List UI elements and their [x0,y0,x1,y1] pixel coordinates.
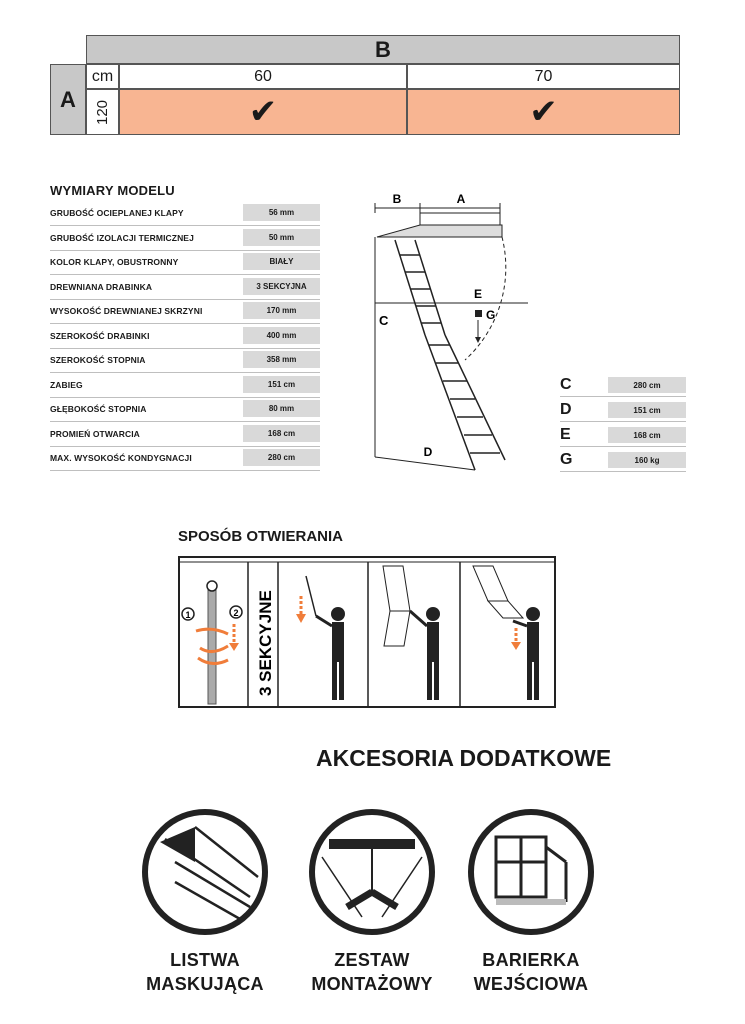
spec-value: 151 cm [243,376,320,393]
specs-title: WYMIARY MODELU [50,183,175,198]
size-table-col-60: 60 [119,64,407,89]
spec-row [50,250,320,275]
dimension-letter: D [560,401,572,418]
dimension-row [560,424,686,447]
spec-label: GRUBOŚĆ OCIEPLANEJ KLAPY [50,208,184,218]
size-table-col-header: B [86,35,680,64]
spec-label: WYSOKOŚĆ DREWNIANEJ SKRZYNI [50,306,203,316]
spec-row [50,324,320,349]
dimension-letter: E [560,426,571,443]
dimension-row [560,374,686,397]
dimension-value: 168 cm [608,427,686,443]
dimension-value: 280 cm [608,377,686,393]
dimension-letter: G [560,451,573,468]
dimension-row [560,449,686,472]
spec-value: BIAŁY [243,253,320,270]
size-table-col-70: 70 [407,64,680,89]
accessory-label-entry-barrier: BARIERKA WEJŚCIOWA [473,950,589,994]
spec-label: GŁĘBOKOŚĆ STOPNIA [50,404,147,414]
spec-row [50,226,320,251]
spec-row [50,446,320,471]
mounting-kit-icon [307,807,437,937]
spec-value: 170 mm [243,302,320,319]
entry-barrier-icon [466,807,596,937]
svg-text:1: 1 [185,610,191,620]
label-a: A [456,192,466,206]
spec-label: ZABIEG [50,379,83,390]
size-table-unit: cm [86,64,119,89]
spec-row [50,275,320,300]
opening-diagram [178,556,556,708]
spec-row [50,397,320,422]
ladder-diagram [365,185,535,475]
dimension-value: 151 cm [608,402,686,418]
spec-value: 3 SEKCYJNA [243,278,320,295]
spec-label: SZEROKOŚĆ STOPNIA [50,355,146,365]
spec-value: 56 mm [243,204,320,221]
spec-value: 80 mm [243,400,320,417]
spec-row [50,201,320,226]
accessories-title: AKCESORIA DODATKOWE [316,745,612,771]
opening-vertical-label: 3 SEKCYJNE [256,590,275,696]
spec-label: MAX. WYSOKOŚĆ KONDYGNACJI [50,453,192,463]
spec-row [50,373,320,398]
label-c: C [379,313,389,328]
size-table-row-120: 120 [86,89,119,135]
svg-text:2: 2 [233,608,239,618]
dimension-value: 160 kg [608,452,686,468]
spec-row [50,348,320,373]
spec-label: SZEROKOŚĆ DRABINKI [50,330,150,341]
label-e: E [473,287,483,301]
spec-label: DREWNIANA DRABINKA [50,281,153,292]
size-table-row-header: A [50,64,86,135]
label-b: B [392,192,402,206]
spec-value: 168 cm [243,425,320,442]
spec-label: GRUBOŚĆ IZOLACJI TERMICZNEJ [50,232,194,243]
checkmark-icon: ✔ [119,89,407,135]
spec-row [50,299,320,324]
spec-label: PROMIEŃ OTWARCIA [50,428,140,439]
spec-value: 358 mm [243,351,320,368]
label-g: G [486,308,496,322]
spec-value: 400 mm [243,327,320,344]
checkmark-icon: ✔ [407,89,680,135]
label-d: D [423,445,433,459]
spec-value: 280 cm [243,449,320,466]
spec-value: 50 mm [243,229,320,246]
dimension-row [560,399,686,422]
accessory-label-mounting-kit: ZESTAW MONTAŻOWY [311,950,433,994]
spec-label: KOLOR KLAPY, OBUSTRONNY [50,257,179,267]
opening-title: SPOSÓB OTWIERANIA [178,528,344,545]
accessory-label-masking-strip: LISTWA MASKUJĄCA [146,950,264,994]
spec-row [50,422,320,447]
masking-strip-icon [140,807,270,937]
dimension-letter: C [560,376,572,393]
